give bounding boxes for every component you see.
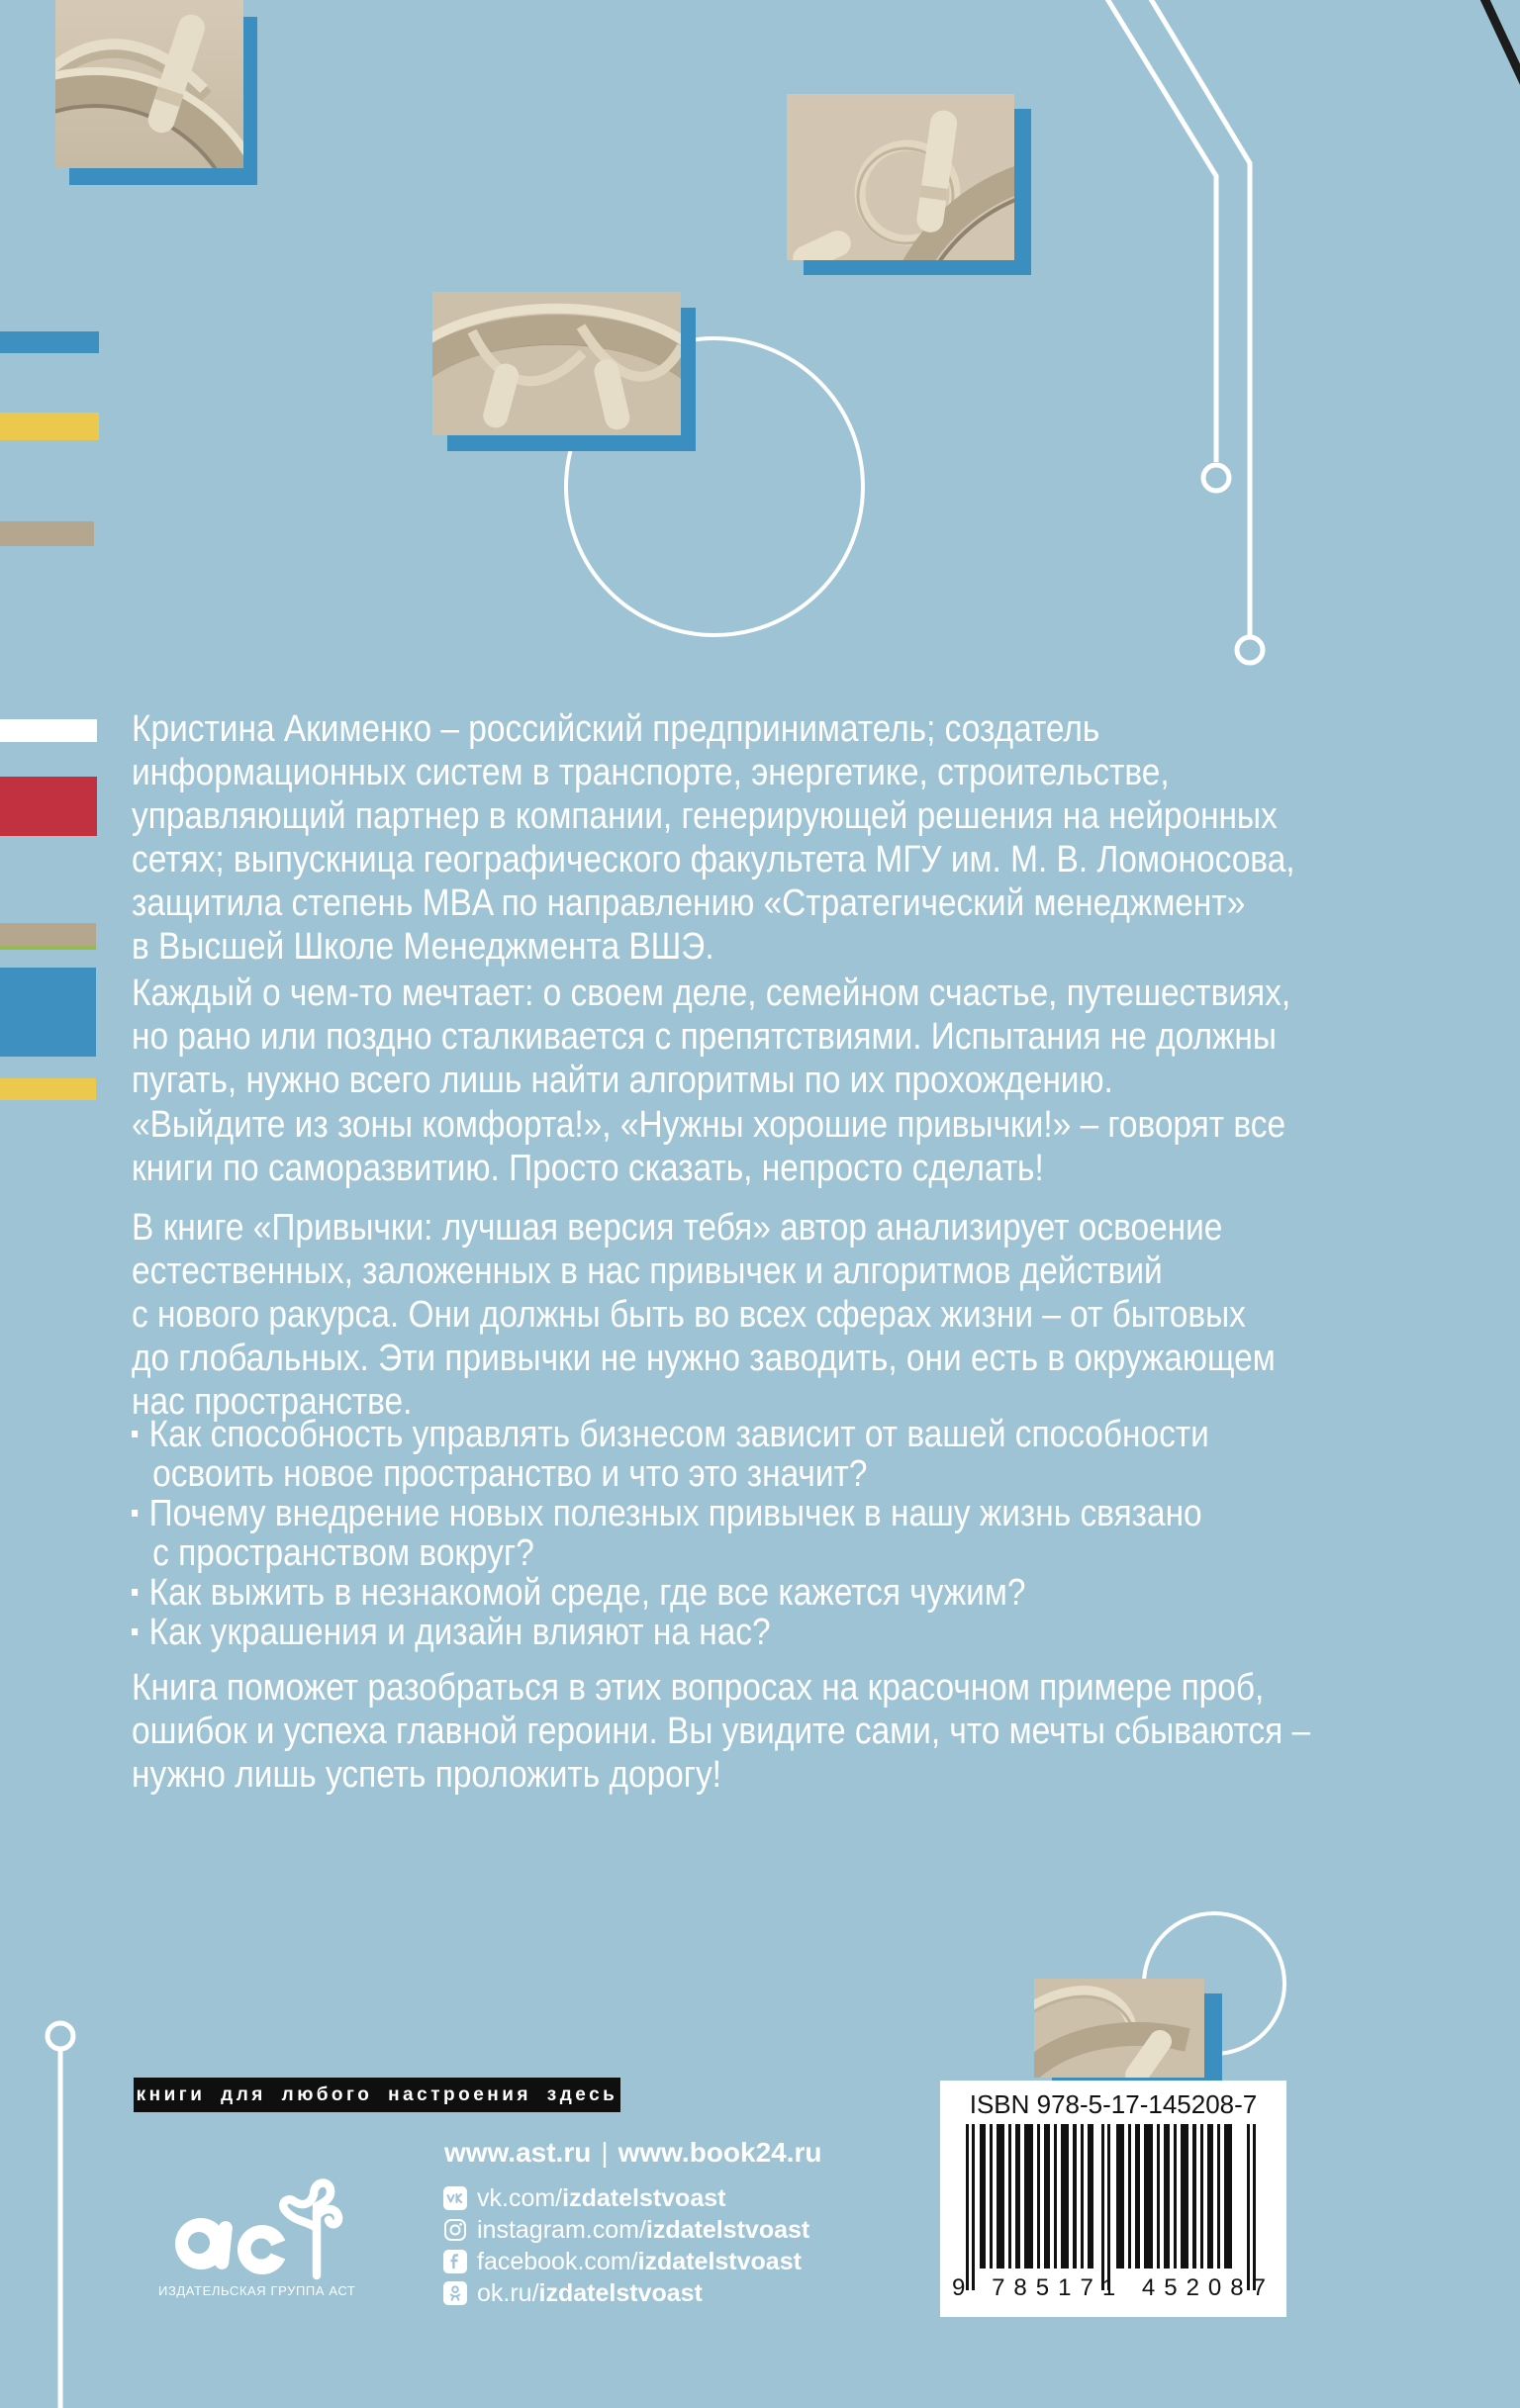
text-line: сетях; выпускница географического факультета МГУ им. М. В. Ломоносова, (132, 839, 1295, 880)
back-cover-text (132, 0, 1490, 2408)
left-bar-tan-top (0, 521, 94, 546)
social-handle: izdatelstvoast (538, 2278, 703, 2307)
isbn-number: ISBN 978-5-17-145208-7 (969, 2089, 1258, 2119)
ean13-barcode (966, 2124, 1261, 2294)
questions-list (132, 1415, 1490, 1652)
bullet-dot (132, 1510, 138, 1517)
list-item-text: с пространством вокруг? (152, 1532, 534, 1574)
bullet-dot (132, 1628, 138, 1635)
list-item (132, 1494, 1490, 1533)
list-item (132, 1613, 1490, 1652)
social-prefix: vk.com/ (477, 2183, 563, 2212)
social-link-text (477, 2216, 809, 2245)
site-ast: www.ast.ru (444, 2137, 592, 2168)
bullet-dot (132, 1589, 138, 1596)
left-bar-yellow-top (0, 413, 99, 440)
text-line: естественных, заложенных в нас привычек и алгоритмов действий (132, 1250, 1163, 1292)
text-line: Каждый о чем-то мечтает: о своем деле, семейном счастье, путешествиях, (132, 972, 1291, 1014)
text-line: В книге «Привычки: лучшая версия тебя» автор анализирует освоение (132, 1207, 1223, 1249)
barcode-lead-digit: 9 (952, 2274, 975, 2301)
left-bar-blue-mid (0, 968, 96, 1057)
slogan-text: книги для любого настроения здесь (136, 2084, 618, 2105)
left-bar-yellow-mid (0, 1078, 96, 1100)
text-line: Книга поможет разобраться в этих вопросах на красочном примере проб, (132, 1667, 1265, 1709)
list-item-text: Почему внедрение новых полезных привычек в нашу жизнь связано (148, 1493, 1202, 1534)
social-prefix: facebook.com/ (477, 2247, 638, 2275)
list-item (132, 1415, 1490, 1454)
social-link-text (477, 2279, 703, 2308)
slogan-banner (134, 2078, 620, 2112)
decor-circle-bottom-left (48, 2023, 73, 2049)
text-line: «Выйдите из зоны комфорта!», «Нужны хорошие привычки!» – говорят все (132, 1104, 1286, 1146)
left-bar-blue-top (0, 331, 99, 353)
text-line: пугать, нужно всего лишь найти алгоритмы по их прохождению. (132, 1060, 1113, 1101)
instagram-icon (443, 2218, 467, 2242)
social-row-vk (443, 2182, 809, 2214)
publisher-websites (444, 2137, 822, 2169)
social-row-facebook (443, 2246, 809, 2277)
list-item (132, 1573, 1490, 1613)
social-prefix: ok.ru/ (477, 2278, 539, 2307)
text-line: ошибок и успеха главной героини. Вы увидите сами, что мечты сбываются – (132, 1711, 1311, 1752)
comfort-zone-paragraph (132, 1103, 1490, 1190)
list-item-text: Как выжить в незнакомой среде, где все кажется чужим? (148, 1572, 1026, 1614)
barcode-group1: 785171 (992, 2274, 1125, 2301)
social-link-text (477, 2248, 802, 2276)
ast-publisher-logo (168, 2125, 366, 2283)
social-link-text (477, 2184, 725, 2213)
facebook-icon (443, 2250, 467, 2273)
book-description-paragraph (132, 1206, 1490, 1424)
closing-paragraph (132, 1666, 1490, 1797)
barcode-group2: 452087 (1141, 2274, 1275, 2301)
vk-icon (443, 2186, 467, 2210)
list-item-text: Как способность управлять бизнесом зависит от вашей способности (148, 1414, 1209, 1455)
text-line: защитила степень MBA по направлению «Стратегический менеджмент» (132, 882, 1246, 924)
site-book24: www.book24.ru (618, 2137, 822, 2168)
social-handle: izdatelstvoast (645, 2215, 810, 2244)
dreams-paragraph (132, 972, 1490, 1102)
social-row-ok (443, 2277, 809, 2309)
social-links (443, 2182, 809, 2309)
social-prefix: instagram.com/ (477, 2215, 646, 2244)
ok-icon (443, 2281, 467, 2305)
text-line: Кристина Акименко – российский предприниматель; создатель (132, 708, 1100, 750)
barcode-digits (952, 2274, 1275, 2302)
author-bio-paragraph (132, 707, 1490, 969)
isbn-barcode-panel (940, 2081, 1286, 2317)
ast-logo-letters (175, 2218, 299, 2274)
text-line: книги по саморазвитию. Просто сказать, непросто сделать! (132, 1148, 1044, 1189)
bullet-dot (132, 1431, 138, 1437)
text-line: в Высшей Школе Менеджмента ВШЭ. (132, 926, 714, 968)
social-handle: izdatelstvoast (637, 2247, 802, 2275)
text-line: нужно лишь успеть проложить дорогу! (132, 1754, 721, 1796)
left-bar-tan-olive (0, 923, 96, 950)
social-row-instagram (443, 2214, 809, 2246)
list-item-text: Как украшения и дизайн влияют на нас? (148, 1612, 771, 1653)
list-item-text: освоить новое пространство и что это значит? (152, 1453, 868, 1495)
text-line: информационных систем в транспорте, энергетике, строительстве, (132, 752, 1170, 793)
text-line: нас пространстве. (132, 1381, 413, 1423)
social-handle: izdatelstvoast (562, 2183, 726, 2212)
left-bar-white (0, 719, 97, 742)
left-bar-red (0, 777, 97, 836)
publisher-caption: ИЗДАТЕЛЬСКАЯ ГРУППА АСТ (158, 2283, 356, 2298)
text-line: с нового ракурса. Они должны быть во всех сферах жизни – от бытовых (132, 1294, 1246, 1336)
site-divider: | (601, 2137, 609, 2168)
text-line: но рано или поздно сталкивается с препятствиями. Испытания не должны (132, 1016, 1277, 1058)
text-line: управляющий партнер в компании, генерирующей решения на нейронных (132, 795, 1278, 837)
text-line: до глобальных. Эти привычки не нужно заводить, они есть в окружающем (132, 1338, 1276, 1379)
